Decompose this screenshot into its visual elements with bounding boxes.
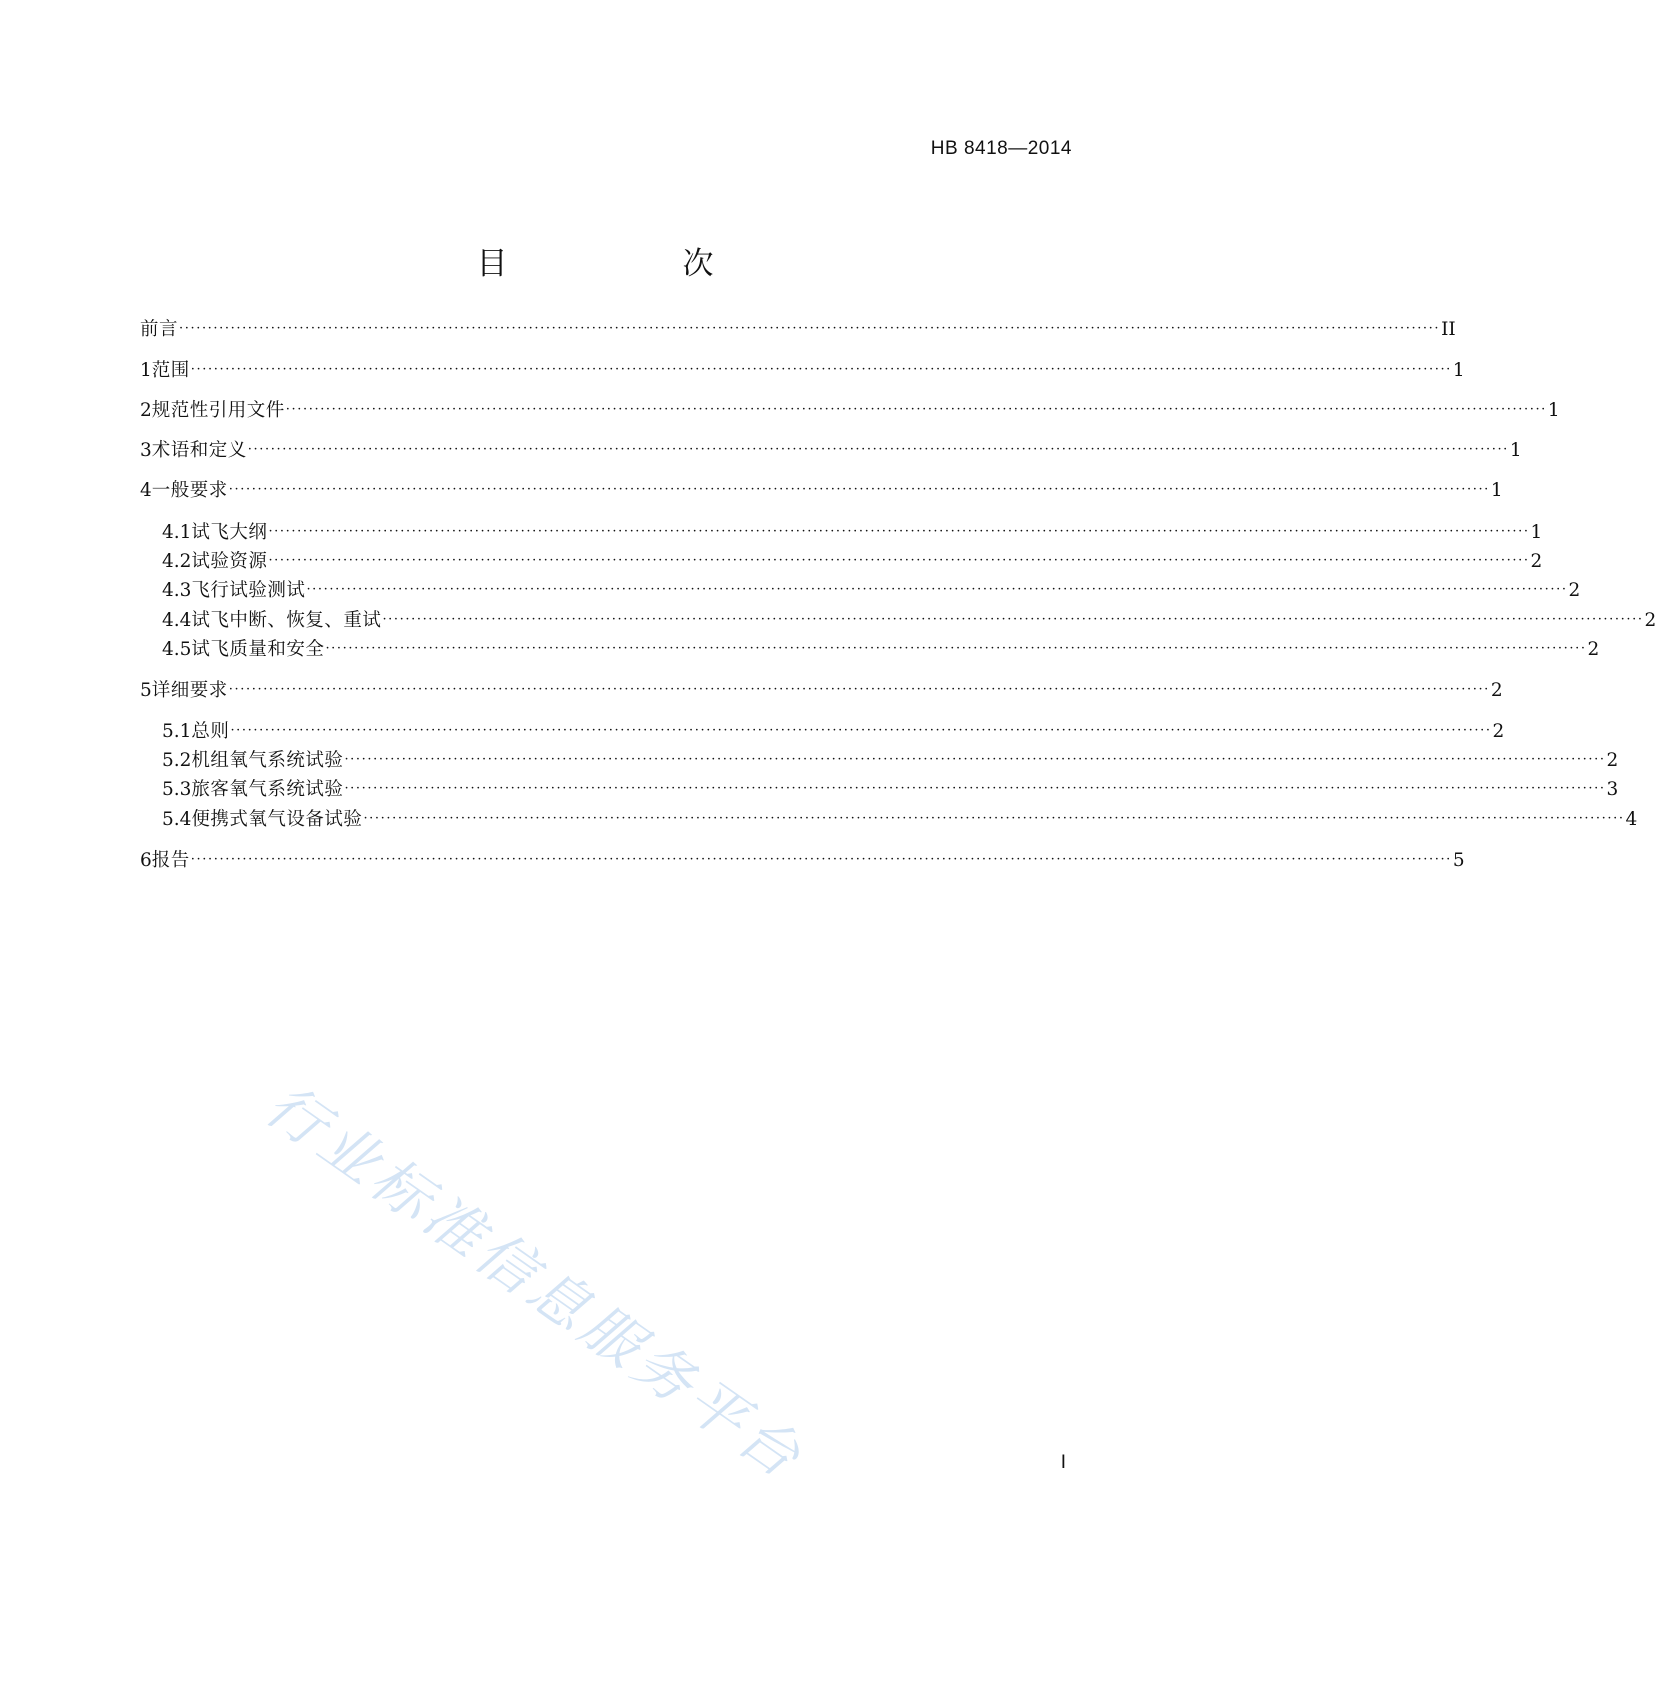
toc-entry-number: 4.2 [162, 551, 192, 572]
toc-entry[interactable] [162, 636, 1600, 664]
toc-entry[interactable] [162, 607, 1656, 635]
toc-entry-page: 5 [1452, 850, 1465, 871]
toc-entry-page: 4 [1625, 809, 1638, 830]
page-title: 目 次 [476, 246, 786, 282]
toc-leader-dots: ···························································································································································································································· [190, 852, 1452, 867]
toc-entry-label: 术语和定义 [151, 440, 247, 461]
toc-entry-page: 1 [1490, 480, 1503, 501]
toc-entry-number: 5.4 [162, 809, 192, 830]
toc-entry-label: 试验资源 [191, 551, 268, 572]
toc-entry-label: 试飞中断、恢复、重试 [191, 610, 382, 631]
toc-entry-number: 1 [140, 360, 152, 381]
toc-entry-number: 4.1 [162, 522, 192, 543]
toc-entry[interactable] [162, 747, 1619, 775]
toc-entry[interactable] [140, 437, 1522, 465]
toc-entry-page: 2 [1492, 721, 1505, 742]
toc-entry[interactable] [162, 776, 1619, 804]
toc-entry-page: 2 [1644, 610, 1656, 631]
toc-entry-label: 规范性引用文件 [151, 400, 285, 421]
toc-entry-page: 2 [1587, 639, 1600, 660]
toc-entry-page: 2 [1568, 580, 1581, 601]
watermark: 行业标准信息服务平台 [253, 1070, 817, 1494]
toc-entry-label: 试飞大纲 [191, 522, 268, 543]
toc-entry-page: 2 [1530, 551, 1543, 572]
toc-leader-dots: ···························································································································································································································· [306, 582, 1568, 597]
toc-entry-number: 4.4 [162, 610, 192, 631]
toc-entry-label: 前言 [140, 319, 179, 340]
toc-entry-number: 5 [140, 680, 152, 701]
toc-leader-dots: ···························································································································································································································· [228, 682, 1490, 697]
toc-entry[interactable] [140, 316, 1456, 344]
toc-entry-number: 4.5 [162, 639, 192, 660]
page-number: I [1060, 1452, 1066, 1473]
toc-entry-number: 4.3 [162, 580, 192, 601]
toc-leader-dots: ···························································································································································································································· [228, 482, 1490, 497]
toc-entry[interactable] [140, 477, 1503, 505]
toc-leader-dots: ···························································································································································································································· [268, 553, 1530, 568]
toc-entry-label: 详细要求 [151, 680, 228, 701]
toc-entry-number: 3 [140, 440, 152, 461]
toc-entry[interactable] [140, 847, 1465, 875]
toc-leader-dots: ···························································································································································································································· [190, 362, 1452, 377]
toc-entry-number: 5.2 [162, 750, 192, 771]
toc-entry-number: 2 [140, 400, 152, 421]
toc-entry-label: 试飞质量和安全 [191, 639, 325, 660]
toc-leader-dots: ···························································································································································································································· [325, 641, 1587, 656]
standard-code: HB 8418—2014 [930, 138, 1072, 159]
toc-entry-page: 3 [1606, 779, 1619, 800]
toc-entry-label: 旅客氧气系统试验 [191, 779, 344, 800]
toc-entry[interactable] [162, 718, 1505, 746]
toc-leader-dots: ···························································································································································································································· [344, 781, 1606, 796]
toc-entry-label: 范围 [151, 360, 190, 381]
toc-entry-label: 总则 [191, 721, 230, 742]
toc-entry[interactable] [162, 548, 1543, 576]
toc-entry[interactable] [162, 577, 1581, 605]
toc-entry-page: 2 [1606, 750, 1619, 771]
toc-entry[interactable] [140, 397, 1560, 425]
toc-entry-page: II [1441, 319, 1456, 340]
toc-entry-page: 1 [1547, 400, 1560, 421]
toc-leader-dots: ···························································································································································································································· [230, 723, 1492, 738]
toc-leader-dots: ···························································································································································································································· [382, 612, 1644, 627]
toc-entry-label: 机组氧气系统试验 [191, 750, 344, 771]
toc-entry-label: 一般要求 [151, 480, 228, 501]
toc-entry-label: 报告 [151, 850, 190, 871]
toc-leader-dots: ···························································································································································································································· [247, 442, 1509, 457]
toc-entry-number: 5.3 [162, 779, 192, 800]
toc-entry-label: 飞行试验测试 [191, 580, 306, 601]
toc-entry[interactable] [162, 806, 1638, 834]
toc-leader-dots: ···························································································································································································································· [285, 402, 1547, 417]
toc-entry[interactable] [140, 357, 1465, 385]
toc-entry-number: 5.1 [162, 721, 192, 742]
toc-leader-dots: ···························································································································································································································· [363, 811, 1625, 826]
toc-entry-number: 6 [140, 850, 152, 871]
toc-entry-page: 1 [1509, 440, 1522, 461]
toc-leader-dots: ···························································································································································································································· [344, 752, 1606, 767]
toc-entry-page: 1 [1452, 360, 1465, 381]
toc-entry-page: 2 [1490, 680, 1503, 701]
toc-entry-label: 便携式氧气设备试验 [191, 809, 363, 830]
toc-entry[interactable] [162, 519, 1543, 547]
toc-entry-number: 4 [140, 480, 152, 501]
toc-leader-dots: ···························································································································································································································· [179, 321, 1441, 336]
toc-entry[interactable] [140, 677, 1503, 705]
toc-entry-page: 1 [1530, 522, 1543, 543]
toc-leader-dots: ···························································································································································································································· [268, 524, 1530, 539]
